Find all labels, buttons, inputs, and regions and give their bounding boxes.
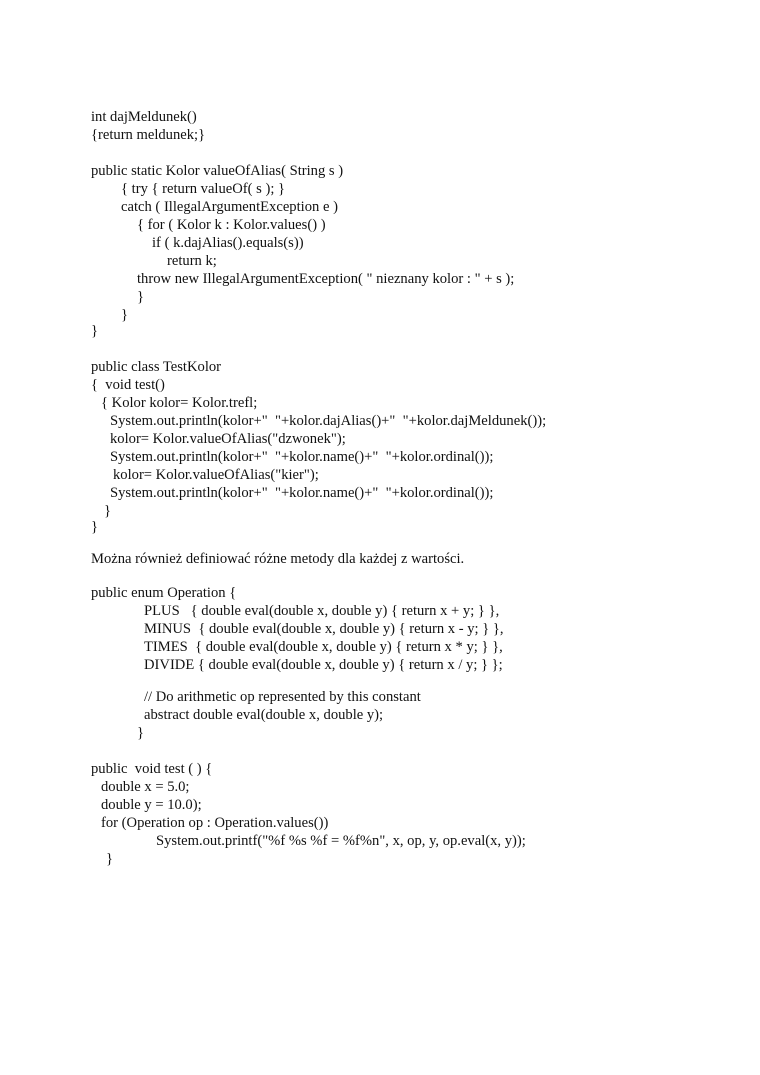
code-line: public enum Operation { (91, 585, 237, 601)
code-line: double y = 10.0); (101, 797, 202, 813)
code-line: PLUS { double eval(double x, double y) { return x + y; } }, (144, 603, 500, 619)
code-line: } (121, 307, 129, 323)
code-line: System.out.println(kolor+" "+kolor.name()+" "+kolor.ordinal()); (110, 485, 494, 501)
code-line: public static Kolor valueOfAlias( String s ) (91, 163, 344, 179)
code-line: {return meldunek;} (91, 127, 206, 143)
code-comment: // Do arithmetic op represented by this constant (144, 689, 421, 705)
code-line: catch ( IllegalArgumentException e ) (121, 199, 338, 215)
code-line: } (91, 323, 99, 339)
code-line: TIMES { double eval(double x, double y) { return x * y; } }, (144, 639, 503, 655)
code-line: public void test ( ) { (91, 761, 213, 777)
code-line: System.out.printf("%f %s %f = %f%n", x, op, y, op.eval(x, y)); (156, 833, 526, 849)
code-line: public class TestKolor (91, 359, 222, 375)
code-line: } (106, 851, 114, 867)
code-line: kolor= Kolor.valueOfAlias("dzwonek"); (110, 431, 346, 447)
code-line: System.out.println(kolor+" "+kolor.name()+" "+kolor.ordinal()); (110, 449, 494, 465)
code-line: { Kolor kolor= Kolor.trefl; (101, 395, 258, 411)
code-line: { void test() (91, 377, 165, 393)
code-line: kolor= Kolor.valueOfAlias("kier"); (113, 467, 319, 483)
code-line: DIVIDE { double eval(double x, double y) { return x / y; } }; (144, 657, 503, 673)
code-line: abstract double eval(double x, double y); (144, 707, 384, 723)
code-line: if ( k.dajAlias().equals(s)) (152, 235, 304, 251)
code-line: for (Operation op : Operation.values()) (101, 815, 329, 831)
code-line: } (137, 289, 145, 305)
paragraph: Można również definiować różne metody dla każdej z wartości. (91, 551, 465, 567)
code-line: } (104, 503, 112, 519)
code-line: int dajMeldunek() (91, 109, 197, 125)
code-line: System.out.println(kolor+" "+kolor.dajAlias()+" "+kolor.dajMeldunek()); (110, 413, 547, 429)
code-line: { try { return valueOf( s ); } (121, 181, 286, 197)
code-line: MINUS { double eval(double x, double y) { return x - y; } }, (144, 621, 504, 637)
code-line: throw new IllegalArgumentException( " nieznany kolor : " + s ); (137, 271, 515, 287)
code-line: } (91, 519, 99, 535)
code-line: { for ( Kolor k : Kolor.values() ) (137, 217, 326, 233)
code-line: double x = 5.0; (101, 779, 190, 795)
code-line: return k; (167, 253, 217, 269)
code-line: } (137, 725, 145, 741)
